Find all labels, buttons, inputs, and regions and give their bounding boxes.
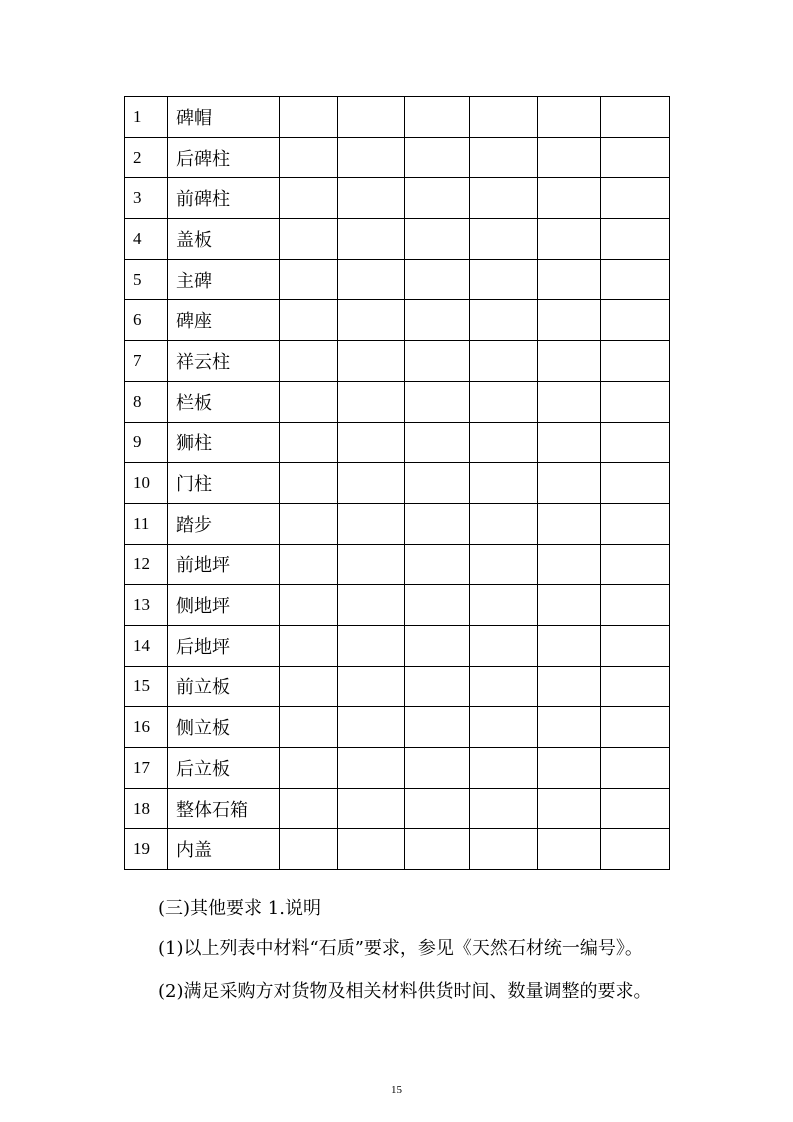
empty-cell (538, 829, 601, 870)
table-row (125, 341, 670, 382)
empty-cell (470, 97, 538, 138)
empty-cell (405, 666, 470, 707)
table-row (125, 97, 670, 138)
empty-cell (280, 300, 338, 341)
empty-cell (280, 544, 338, 585)
row-number: 6 (125, 300, 168, 341)
row-number: 12 (125, 544, 168, 585)
empty-cell (538, 341, 601, 382)
empty-cell (601, 707, 670, 748)
item-name: 碑座 (168, 300, 280, 341)
item-name: 前碑柱 (168, 178, 280, 219)
empty-cell (405, 788, 470, 829)
note-paragraph-2: (2)满足采购方对货物及相关材料供货时间、数量调整的要求。 (158, 981, 652, 1002)
empty-cell (338, 341, 405, 382)
row-number: 5 (125, 259, 168, 300)
table-row (125, 829, 670, 870)
empty-cell (538, 422, 601, 463)
empty-cell (538, 219, 601, 260)
empty-cell (405, 97, 470, 138)
row-number: 17 (125, 748, 168, 789)
table-row (125, 585, 670, 626)
table-row (125, 300, 670, 341)
table-row (125, 219, 670, 260)
table-row (125, 625, 670, 666)
table-row (125, 463, 670, 504)
empty-cell (280, 625, 338, 666)
empty-cell (470, 544, 538, 585)
item-name: 后碑柱 (168, 137, 280, 178)
empty-cell (280, 341, 338, 382)
row-number: 8 (125, 381, 168, 422)
empty-cell (405, 300, 470, 341)
empty-cell (405, 544, 470, 585)
table-row (125, 178, 670, 219)
empty-cell (280, 178, 338, 219)
row-number: 19 (125, 829, 168, 870)
empty-cell (338, 259, 405, 300)
empty-cell (538, 748, 601, 789)
empty-cell (601, 300, 670, 341)
empty-cell (470, 666, 538, 707)
empty-cell (538, 666, 601, 707)
item-name: 侧立板 (168, 707, 280, 748)
table-row (125, 381, 670, 422)
item-name: 栏板 (168, 381, 280, 422)
empty-cell (470, 178, 538, 219)
empty-cell (405, 503, 470, 544)
empty-cell (280, 381, 338, 422)
empty-cell (470, 137, 538, 178)
empty-cell (470, 259, 538, 300)
empty-cell (405, 463, 470, 504)
empty-cell (601, 503, 670, 544)
empty-cell (338, 585, 405, 626)
item-name: 后地坪 (168, 625, 280, 666)
empty-cell (338, 829, 405, 870)
row-number: 1 (125, 97, 168, 138)
item-name: 祥云柱 (168, 341, 280, 382)
empty-cell (405, 259, 470, 300)
empty-cell (280, 259, 338, 300)
empty-cell (470, 829, 538, 870)
empty-cell (405, 178, 470, 219)
section-heading: (三)其他要求 1.说明 (158, 898, 321, 919)
empty-cell (338, 381, 405, 422)
empty-cell (280, 666, 338, 707)
empty-cell (601, 97, 670, 138)
empty-cell (470, 381, 538, 422)
table-row (125, 422, 670, 463)
empty-cell (601, 259, 670, 300)
empty-cell (280, 463, 338, 504)
empty-cell (280, 788, 338, 829)
empty-cell (601, 341, 670, 382)
empty-cell (280, 748, 338, 789)
materials-table (124, 96, 670, 870)
empty-cell (338, 666, 405, 707)
empty-cell (538, 137, 601, 178)
empty-cell (601, 585, 670, 626)
table-row (125, 707, 670, 748)
empty-cell (601, 219, 670, 260)
row-number: 2 (125, 137, 168, 178)
item-name: 主碑 (168, 259, 280, 300)
empty-cell (405, 707, 470, 748)
empty-cell (338, 300, 405, 341)
page-number: 15 (391, 1084, 402, 1096)
empty-cell (601, 544, 670, 585)
empty-cell (601, 463, 670, 504)
empty-cell (538, 300, 601, 341)
empty-cell (280, 503, 338, 544)
empty-cell (405, 625, 470, 666)
empty-cell (338, 625, 405, 666)
empty-cell (538, 463, 601, 504)
empty-cell (601, 829, 670, 870)
empty-cell (470, 422, 538, 463)
empty-cell (538, 707, 601, 748)
table-row (125, 666, 670, 707)
empty-cell (601, 422, 670, 463)
empty-cell (338, 463, 405, 504)
row-number: 11 (125, 503, 168, 544)
empty-cell (470, 219, 538, 260)
item-name: 前地坪 (168, 544, 280, 585)
empty-cell (280, 829, 338, 870)
empty-cell (538, 503, 601, 544)
empty-cell (405, 829, 470, 870)
empty-cell (601, 748, 670, 789)
empty-cell (280, 219, 338, 260)
row-number: 13 (125, 585, 168, 626)
item-name: 狮柱 (168, 422, 280, 463)
row-number: 16 (125, 707, 168, 748)
empty-cell (280, 137, 338, 178)
item-name: 碑帽 (168, 97, 280, 138)
table-row (125, 544, 670, 585)
row-number: 4 (125, 219, 168, 260)
empty-cell (280, 422, 338, 463)
empty-cell (538, 625, 601, 666)
table-row (125, 788, 670, 829)
table-row (125, 503, 670, 544)
empty-cell (538, 259, 601, 300)
table-row (125, 137, 670, 178)
empty-cell (338, 544, 405, 585)
empty-cell (538, 544, 601, 585)
empty-cell (338, 422, 405, 463)
empty-cell (470, 341, 538, 382)
item-name: 后立板 (168, 748, 280, 789)
item-name: 前立板 (168, 666, 280, 707)
empty-cell (338, 788, 405, 829)
item-name: 内盖 (168, 829, 280, 870)
empty-cell (405, 137, 470, 178)
empty-cell (338, 503, 405, 544)
empty-cell (405, 748, 470, 789)
empty-cell (338, 137, 405, 178)
empty-cell (280, 585, 338, 626)
empty-cell (601, 178, 670, 219)
empty-cell (338, 178, 405, 219)
table-row (125, 259, 670, 300)
empty-cell (405, 219, 470, 260)
empty-cell (538, 585, 601, 626)
empty-cell (405, 381, 470, 422)
empty-cell (470, 707, 538, 748)
empty-cell (601, 381, 670, 422)
item-name: 整体石箱 (168, 788, 280, 829)
empty-cell (538, 381, 601, 422)
item-name: 盖板 (168, 219, 280, 260)
empty-cell (470, 300, 538, 341)
empty-cell (405, 422, 470, 463)
empty-cell (601, 788, 670, 829)
empty-cell (338, 97, 405, 138)
empty-cell (405, 341, 470, 382)
note-paragraph-1: (1)以上列表中材料“石质”要求，参见《天然石材统一编号》。 (158, 938, 643, 959)
row-number: 9 (125, 422, 168, 463)
row-number: 14 (125, 625, 168, 666)
empty-cell (470, 463, 538, 504)
empty-cell (601, 666, 670, 707)
table-row (125, 748, 670, 789)
item-name: 门柱 (168, 463, 280, 504)
empty-cell (470, 625, 538, 666)
row-number: 7 (125, 341, 168, 382)
empty-cell (601, 625, 670, 666)
empty-cell (338, 219, 405, 260)
item-name: 踏步 (168, 503, 280, 544)
empty-cell (470, 585, 538, 626)
empty-cell (538, 178, 601, 219)
empty-cell (538, 788, 601, 829)
row-number: 15 (125, 666, 168, 707)
empty-cell (405, 585, 470, 626)
row-number: 10 (125, 463, 168, 504)
row-number: 3 (125, 178, 168, 219)
empty-cell (280, 707, 338, 748)
empty-cell (338, 748, 405, 789)
empty-cell (280, 97, 338, 138)
empty-cell (601, 137, 670, 178)
item-name: 侧地坪 (168, 585, 280, 626)
empty-cell (338, 707, 405, 748)
row-number: 18 (125, 788, 168, 829)
empty-cell (470, 503, 538, 544)
empty-cell (538, 97, 601, 138)
empty-cell (470, 748, 538, 789)
empty-cell (470, 788, 538, 829)
